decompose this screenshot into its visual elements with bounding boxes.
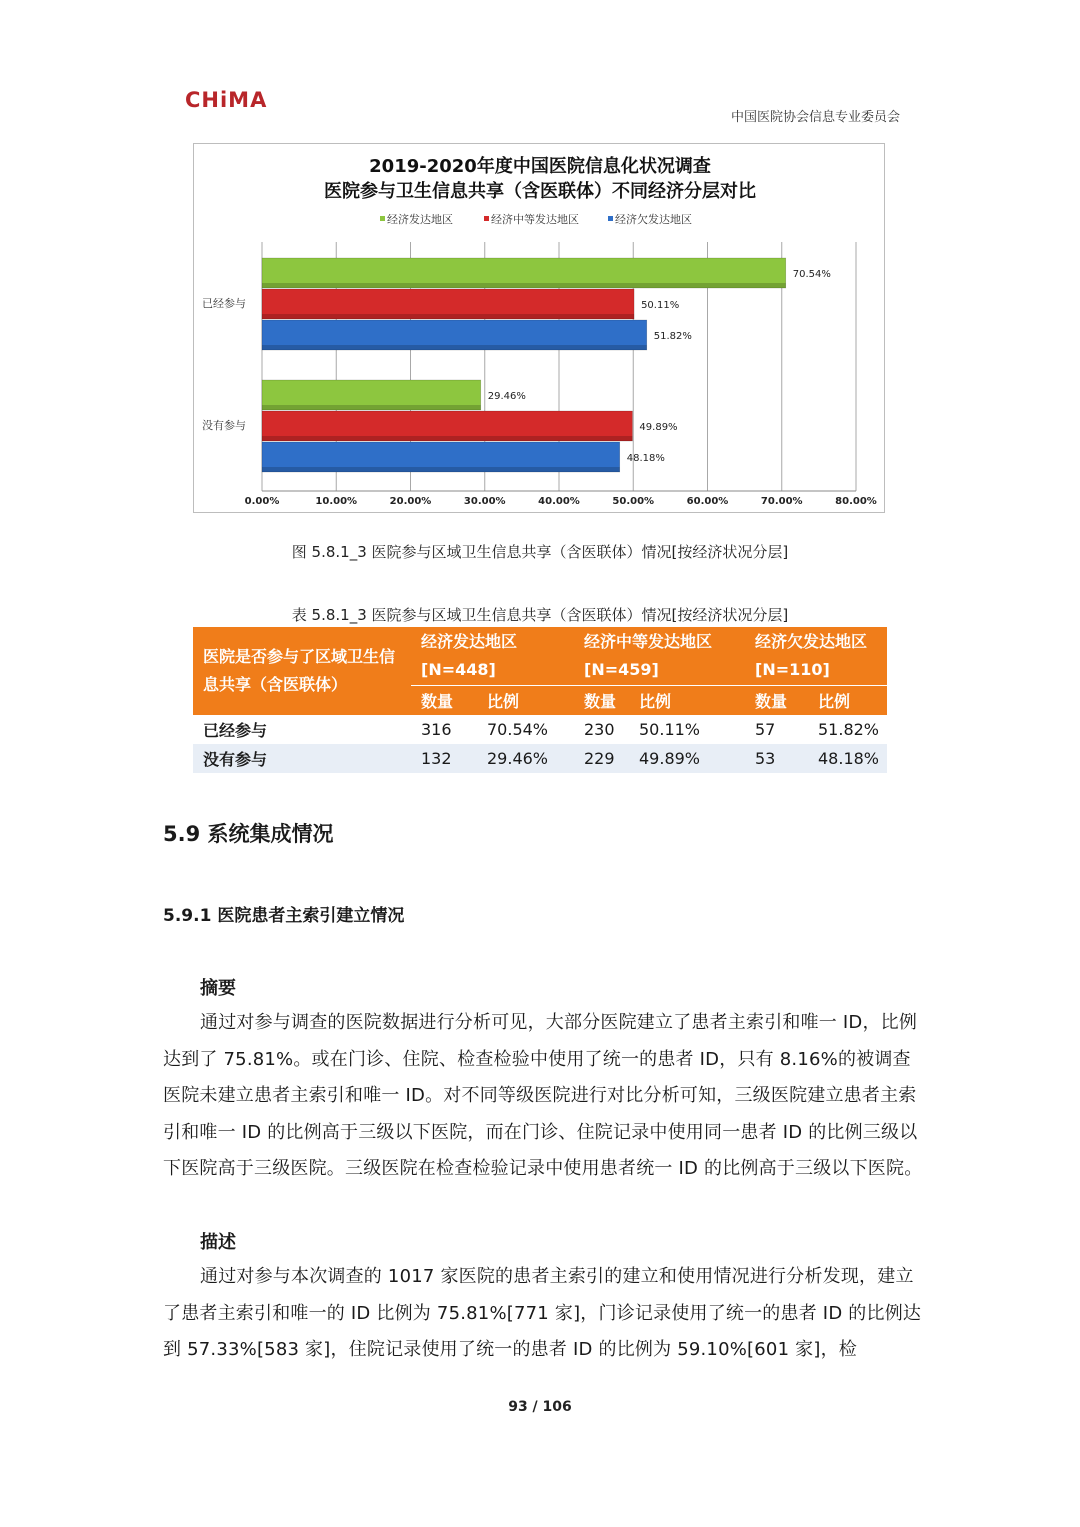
data-label: 49.89%: [639, 422, 678, 433]
bar-shade: [262, 314, 634, 319]
category-label: 没有参与: [202, 419, 246, 432]
x-tick-label: 0.00%: [244, 496, 280, 507]
bar-shade: [262, 436, 632, 441]
sub-header: 数量: [574, 685, 629, 715]
description-heading: 描述: [200, 1232, 236, 1253]
chart-title-line2: 医院参与卫生信息共享（含医联体）不同经济分层对比: [324, 181, 756, 202]
x-tick-label: 60.00%: [686, 496, 729, 507]
bar-chart: [193, 143, 885, 513]
table-cell: 48.18%: [808, 744, 887, 773]
header-org-name: 中国医院协会信息专业委员会: [730, 110, 900, 125]
legend-label: 经济中等发达地区: [491, 213, 579, 226]
summary-heading: 摘要: [200, 978, 236, 999]
x-tick-label: 40.00%: [538, 496, 580, 507]
table-caption: 表 5.8.1_3 医院参与区域卫生信息共享（含医联体）情况[按经济状况分层]: [291, 606, 789, 624]
table-row: [193, 715, 887, 744]
sub-header: 比例: [477, 685, 574, 715]
legend-swatch: [608, 216, 613, 221]
summary-paragraph: 通过对参与调查的医院数据进行分析可见，大部分医院建立了患者主索引和唯一 ID，比例达到了 75.81%。或在门诊、住院、检查检验中使用了统一的患者 ID，只有 8.16%的被调查医院未建立患者主索引和唯一 ID。对不同等级医院进行对比分析可知，三级医院建立患者主索引和唯一 ID 的比例高于三级以下医院，而在门诊、住院记录中使用同一患者 ID 的比例三级以下医院高于三级医院。三级医院在检查检验记录中使用患者统一 ID 的比例高于三级以下医院。: [163, 1012, 923, 1179]
table-cell: 132: [411, 744, 477, 773]
chart-legend: [380, 212, 692, 226]
data-label: 29.46%: [487, 391, 526, 402]
table-cell: 51.82%: [808, 715, 887, 744]
group-name: 经济发达地区: [421, 631, 518, 651]
bar-shade: [262, 345, 647, 350]
legend-label: 经济欠发达地区: [615, 213, 692, 226]
table-row: [193, 744, 887, 773]
sub-header: 比例: [808, 685, 887, 715]
x-tick-label: 70.00%: [760, 496, 803, 507]
row-label: 没有参与: [193, 744, 411, 773]
category-label: 已经参与: [202, 297, 246, 310]
chart-svg: [194, 144, 886, 514]
table-cell: 29.46%: [477, 744, 574, 773]
data-label: 48.18%: [626, 453, 665, 464]
table-cell: 229: [574, 744, 629, 773]
x-tick-label: 10.00%: [315, 496, 358, 507]
bar-shade: [262, 405, 481, 410]
table-cell: 53: [745, 744, 808, 773]
sub-header: 比例: [629, 685, 745, 715]
table-cell: 50.11%: [629, 715, 745, 744]
sub-header: 数量: [745, 685, 808, 715]
data-label: 70.54%: [792, 269, 831, 280]
chima-logo: CHiMA: [185, 88, 268, 112]
group-name: 经济中等发达地区: [584, 631, 713, 651]
sub-header: 数量: [411, 685, 477, 715]
table-cell: 70.54%: [477, 715, 574, 744]
table-group-header: [574, 627, 745, 685]
x-tick-label: 80.00%: [835, 496, 877, 507]
table-corner-header: 医院是否参与了区域卫生信息共享（含医联体）: [193, 627, 411, 715]
table-cell: 230: [574, 715, 629, 744]
table-group-header: [745, 627, 887, 685]
page-number: 93 / 106: [508, 1399, 572, 1415]
bar-shade: [262, 467, 620, 472]
group-n: [N=110]: [755, 659, 830, 679]
x-tick-label: 20.00%: [389, 496, 432, 507]
table-cell: 49.89%: [629, 744, 745, 773]
chart-title-line1: 2019-2020年度中国医院信息化状况调查: [369, 156, 711, 177]
group-n: [N=448]: [421, 659, 496, 679]
row-label: 已经参与: [193, 715, 411, 744]
group-name: 经济欠发达地区: [755, 631, 868, 651]
x-tick-label: 30.00%: [463, 496, 506, 507]
table-group-header: [411, 627, 574, 685]
section-heading: 5.9 系统集成情况: [163, 822, 334, 846]
legend-swatch: [380, 216, 385, 221]
data-label: 51.82%: [653, 331, 692, 342]
data-table: [193, 627, 887, 773]
table-cell: 316: [411, 715, 477, 744]
x-tick-label: 50.00%: [612, 496, 655, 507]
figure-caption: 图 5.8.1_3 医院参与区域卫生信息共享（含医联体）情况[按经济状况分层]: [291, 543, 789, 561]
legend-swatch: [484, 216, 489, 221]
table-cell: 57: [745, 715, 808, 744]
legend-label: 经济发达地区: [387, 213, 453, 226]
data-label: 50.11%: [641, 300, 680, 311]
subsection-heading: 5.9.1 医院患者主索引建立情况: [163, 906, 405, 926]
description-paragraph: 通过对参与本次调查的 1017 家医院的患者主索引的建立和使用情况进行分析发现，建立了患者主索引和唯一的 ID 比例为 75.81%[771 家]，门诊记录使用了统一的患者 ID 的比例达到 57.33%[583 家]，住院记录使用了统一的患者 ID 的比例为 59.10%[601 家]，检: [163, 1266, 922, 1360]
group-n: [N=459]: [584, 659, 659, 679]
bar-shade: [262, 283, 786, 288]
